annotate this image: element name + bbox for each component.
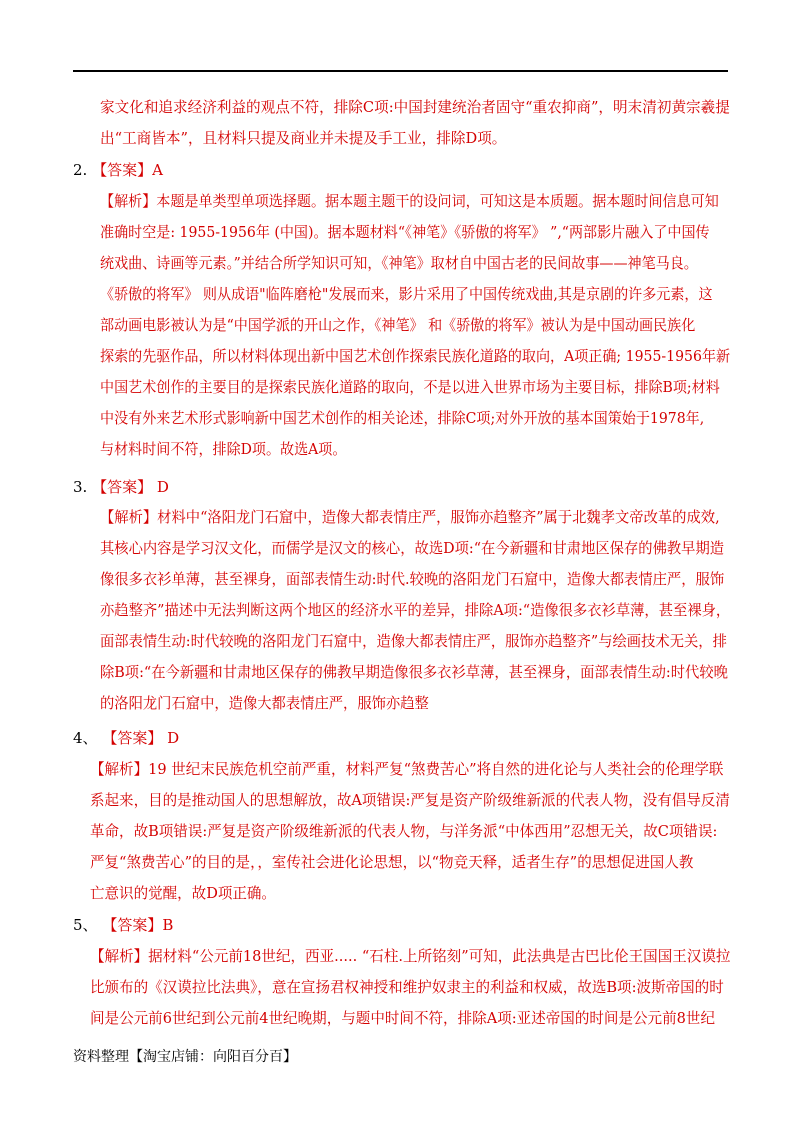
text-line: 部动画电影被认为是“中国学派的开山之作，《神笔》 和《骄傲的将军》被认为是中国动画民族化	[100, 316, 696, 334]
text-line: 的洛阳龙门石窟中，造像大都表情庄严，服饰亦趋整	[100, 694, 429, 712]
question-number: 2.	[73, 161, 88, 179]
text-line: 严复“煞费苦心”的目的是，，室传社会进化论思想，以“物竞天释，适者生存”的思想促进国人教	[90, 853, 694, 871]
question-number: 3.	[73, 478, 88, 496]
text-line: 统戏曲、诗画等元素。”并结合所学知识可知，《神笔》取材自中国古老的民间故事——神笔马良。	[100, 254, 698, 272]
text-line: 间是公元前6世纪到公元前4世纪晚期，与题中时间不符，排除A项:亚述帝国的时间是公元前8世纪	[90, 1009, 715, 1027]
text-line: 《骄傲的将军》 则从成语"临阵磨枪"发展而来，影片采用了中国传统戏曲,其是京剧的许多元素，这	[100, 285, 713, 303]
text-line: 除B项:“在今新疆和甘肃地区保存的佛教早期造像很多衣衫草薄，甚至裸身，面部表情生动:时代较晚	[100, 663, 728, 681]
text-line: 出“工商皆本”，且材料只提及商业并未提及手工业，排除D项。	[100, 129, 507, 147]
answer-label: 【答案】B	[102, 916, 174, 934]
text-line: 家文化和追求经济利益的观点不符，排除C项:中国封建统治者固守“重农抑商”，明末清初黄宗羲提	[100, 98, 730, 116]
text-line: 亦趋整齐”描述中无法判断这两个地区的经济水平的差异，排除A项:“造像很多衣衫草薄，甚至裸身，	[100, 601, 731, 619]
text-line: 中没有外来艺术形式影响新中国艺术创作的相关论述，排除C项;对外开放的基本国策始于1978年,	[100, 409, 705, 427]
answer-label: 【答案】 D	[92, 478, 169, 496]
answer-label: 【答案】A	[92, 161, 163, 179]
text-line: 其核心内容是学习汉文化，而儒学是汉文的核心，故选D项:“在今新疆和甘肃地区保存的佛教早期造	[100, 539, 725, 557]
question-number: 4、	[73, 729, 98, 747]
footer-source: 资料整理【淘宝店铺：向阳百分百】	[73, 1049, 297, 1065]
question-number: 5、	[73, 916, 98, 934]
q5-analysis	[90, 941, 750, 1034]
q2-answer-row	[73, 155, 163, 186]
q2-analysis	[100, 186, 772, 465]
text-line: 【解析】19 世纪末民族危机空前严重，材料严复“煞费苦心”将自然的进化论与人类社会的伦理学联	[90, 760, 724, 778]
answer-label: 【答案】 D	[102, 729, 180, 747]
text-line: 像很多衣衫单薄，甚至裸身，面部表情生动:时代.较晚的洛阳龙门石窟中，造像大都表情庄严，服饰	[100, 570, 725, 588]
q3-analysis	[100, 502, 761, 719]
text-line: 【解析】据材料“公元前18世纪，西亚..... “石柱.上所铭刻”可知，此法典是古巴比伦王国国王汉谟拉	[90, 947, 731, 965]
continuation-text	[100, 92, 747, 154]
text-line: 【解析】本题是单类型单项选择题。据本题主题干的设问词，可知这是本质题。据本题时间信息可知	[100, 192, 719, 210]
text-line: 【解析】材料中“洛阳龙门石窟中，造像大都表情庄严，服饰亦趋整齐”属于北魏孝文帝改革的成效,	[100, 508, 720, 526]
text-line: 系起来，目的是推动国人的思想解放，故A项错误:严复是资产阶级维新派的代表人物，没有倡导反清	[90, 791, 730, 809]
text-line: 中国艺术创作的主要目的是探索民族化道路的取向，不是以进入世界市场为主要目标，排除B项;材料	[100, 378, 720, 396]
text-line: 比颁布的《汉谟拉比法典》，意在宣扬君权神授和维护奴隶主的利益和权威，故选B项:波斯帝国的时	[90, 978, 724, 996]
q4-analysis	[90, 754, 751, 909]
q4-answer-row	[73, 723, 179, 754]
q5-answer-row	[73, 910, 173, 941]
text-line: 面部表情生动:时代较晚的洛阳龙门石窟中，造像大都表情庄严，服饰亦趋整齐”与绘画技术无关，排	[100, 632, 727, 650]
text-line: 与材料时间不符，排除D项。故选A项。	[100, 440, 347, 458]
text-line: 探索的先驱作品，所以材料体现出新中国艺术创作探索民族化道路的取向，A项正确; 1955-1956年新	[100, 347, 731, 365]
text-line: 亡意识的觉醒，故D项正确。	[90, 884, 276, 902]
text-line: 革命，故B项错误:严复是资产阶级维新派的代表人物，与洋务派“中体西用”忍想无关，故C项错误:	[90, 822, 718, 840]
text-line: 准确时空是: 1955-1956年 (中国)。据本题材料“《神笔》《骄傲的将军》 ”,“两部影片融入了中国传	[100, 223, 710, 241]
header-rule	[73, 70, 728, 72]
q3-answer-row	[73, 472, 169, 503]
